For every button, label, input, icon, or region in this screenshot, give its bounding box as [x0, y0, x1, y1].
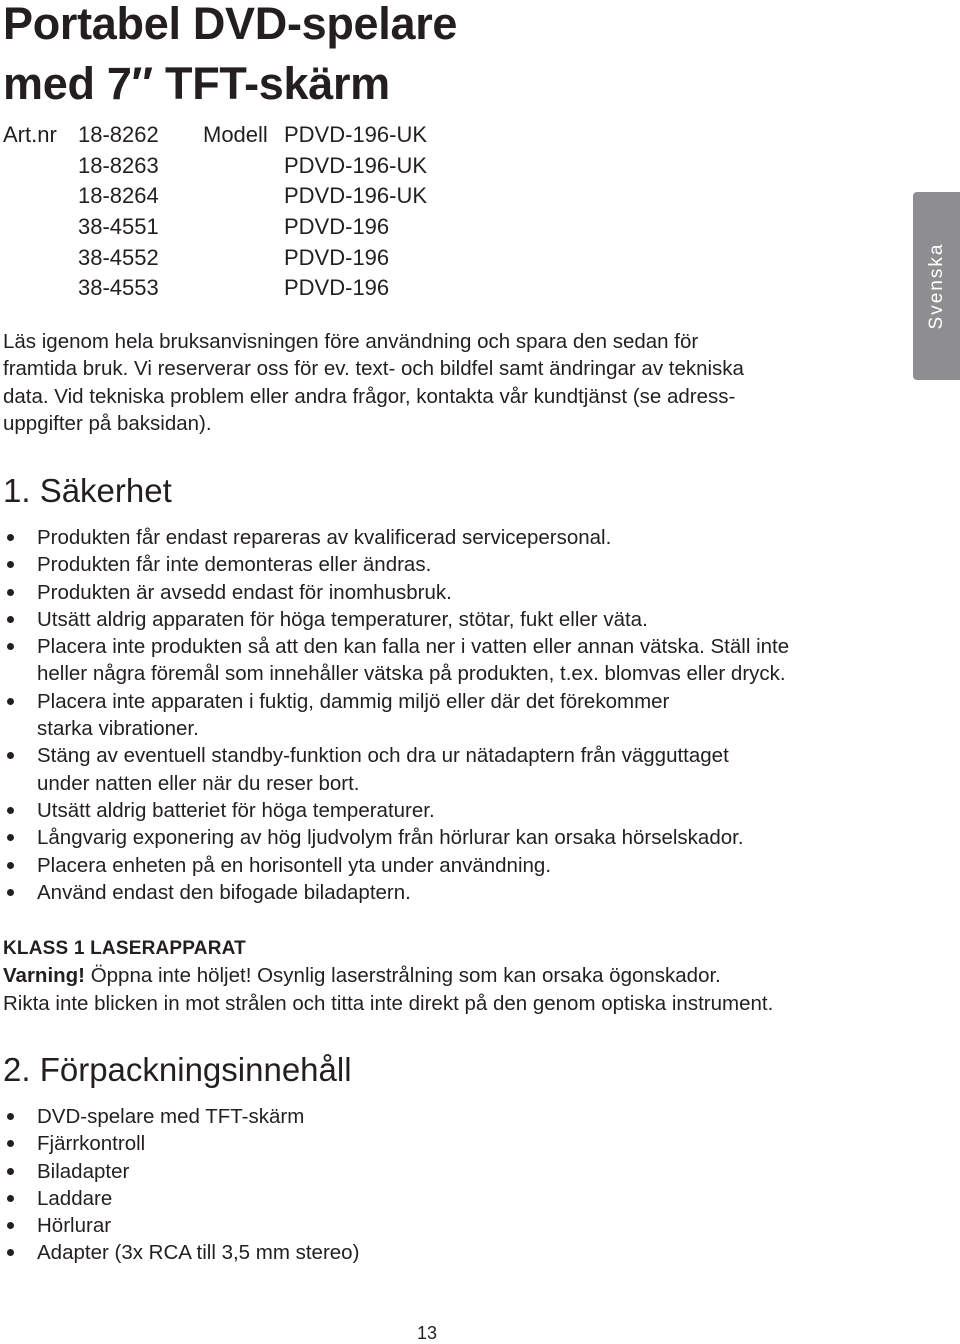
model-number: PDVD-196-UK — [284, 152, 428, 178]
art-number: 38-4551 — [78, 214, 159, 240]
list-item: Hörlurar — [3, 1212, 863, 1239]
intro-line: uppgifter på baksidan). — [3, 411, 212, 435]
section-heading-contents: 2. Förpackningsinnehåll — [3, 1051, 352, 1088]
list-item: Biladapter — [3, 1158, 863, 1185]
intro-line: Läs igenom hela bruksanvisningen före användning och spara den sedan för — [3, 330, 699, 353]
title-line-1: Portabel DVD-spelare — [3, 0, 458, 49]
model-number: PDVD-196-UK — [284, 122, 428, 147]
model-number: PDVD-196 — [284, 244, 390, 270]
art-number: 38-4553 — [78, 275, 159, 301]
list-item: DVD-spelare med TFT-skärm — [3, 1103, 863, 1130]
model-number: PDVD-196 — [284, 275, 390, 301]
page-number: 13 — [416, 1323, 438, 1343]
list-item: Adapter (3x RCA till 3,5 mm stereo) — [3, 1239, 863, 1266]
model-number: PDVD-196-UK — [284, 183, 428, 209]
list-item: Utsätt aldrig apparaten för höga temperaturer, stötar, fukt eller väta. — [3, 606, 863, 633]
list-item: Laddare — [3, 1185, 863, 1212]
list-item: Stäng av eventuell standby-funktion och dra ur nätadaptern från vägguttaget under natten eller när du reser bort. — [3, 742, 863, 797]
laser-line-2: Rikta inte blicken in mot strålen och titta inte direkt på den genom optiska instrument. — [3, 991, 774, 1015]
intro-line: data. Vid tekniska problem eller andra frågor, kontakta vår kundtjänst (se adress- — [3, 384, 736, 408]
safety-list — [3, 524, 863, 906]
list-item: Långvarig exponering av hög ljudvolym från hörlurar kan orsaka hörselskador. — [3, 824, 863, 851]
laser-warning-line — [3, 962, 903, 989]
page-title — [3, 0, 457, 114]
list-item: Placera inte produkten så att den kan falla ner i vatten eller annan vätska. Ställ inte heller några föremål som innehåller vätska på produkten, t.ex. blomvas eller dryck. — [3, 633, 863, 688]
list-item: Placera inte apparaten i fuktig, dammig miljö eller där det förekommer starka vibrationer. — [3, 688, 863, 743]
model-number: PDVD-196 — [284, 214, 390, 240]
language-tab — [913, 192, 960, 380]
art-number: 18-8264 — [78, 183, 159, 209]
language-tab-label: Svenska — [925, 242, 947, 330]
section-heading-safety: 1. Säkerhet — [3, 472, 172, 509]
list-item: Produkten får endast repareras av kvalificerad servicepersonal. — [3, 524, 863, 551]
intro-paragraph — [3, 328, 833, 437]
laser-heading: KLASS 1 LASERAPPARAT — [3, 938, 246, 959]
art-number: 38-4552 — [78, 244, 159, 270]
list-item: Produkten får inte demonteras eller ändras. — [3, 551, 863, 578]
laser-warning — [3, 935, 903, 1017]
art-number: 18-8262 — [78, 122, 159, 147]
title-line-2: med 7″ TFT-skärm — [3, 58, 390, 109]
warning-label: Varning! — [3, 964, 86, 988]
list-item: Använd endast den bifogade biladaptern. — [3, 879, 863, 906]
contents-list — [3, 1103, 863, 1267]
intro-line: framtida bruk. Vi reserverar oss för ev. text- och bildfel samt ändringar av tekniska — [3, 357, 744, 381]
model-label: Modell — [203, 122, 268, 147]
art-number: 18-8263 — [78, 152, 159, 178]
list-item: Placera enheten på en horisontell yta under användning. — [3, 852, 863, 879]
warning-text: Öppna inte höljet! Osynlig laserstrålning som kan orsaka ögonskador. — [85, 964, 721, 988]
artnr-label: Art.nr — [3, 122, 57, 147]
list-item: Fjärrkontroll — [3, 1130, 863, 1157]
list-item: Produkten är avsedd endast för inomhusbruk. — [3, 579, 863, 606]
list-item: Utsätt aldrig batteriet för höga temperaturer. — [3, 797, 863, 824]
